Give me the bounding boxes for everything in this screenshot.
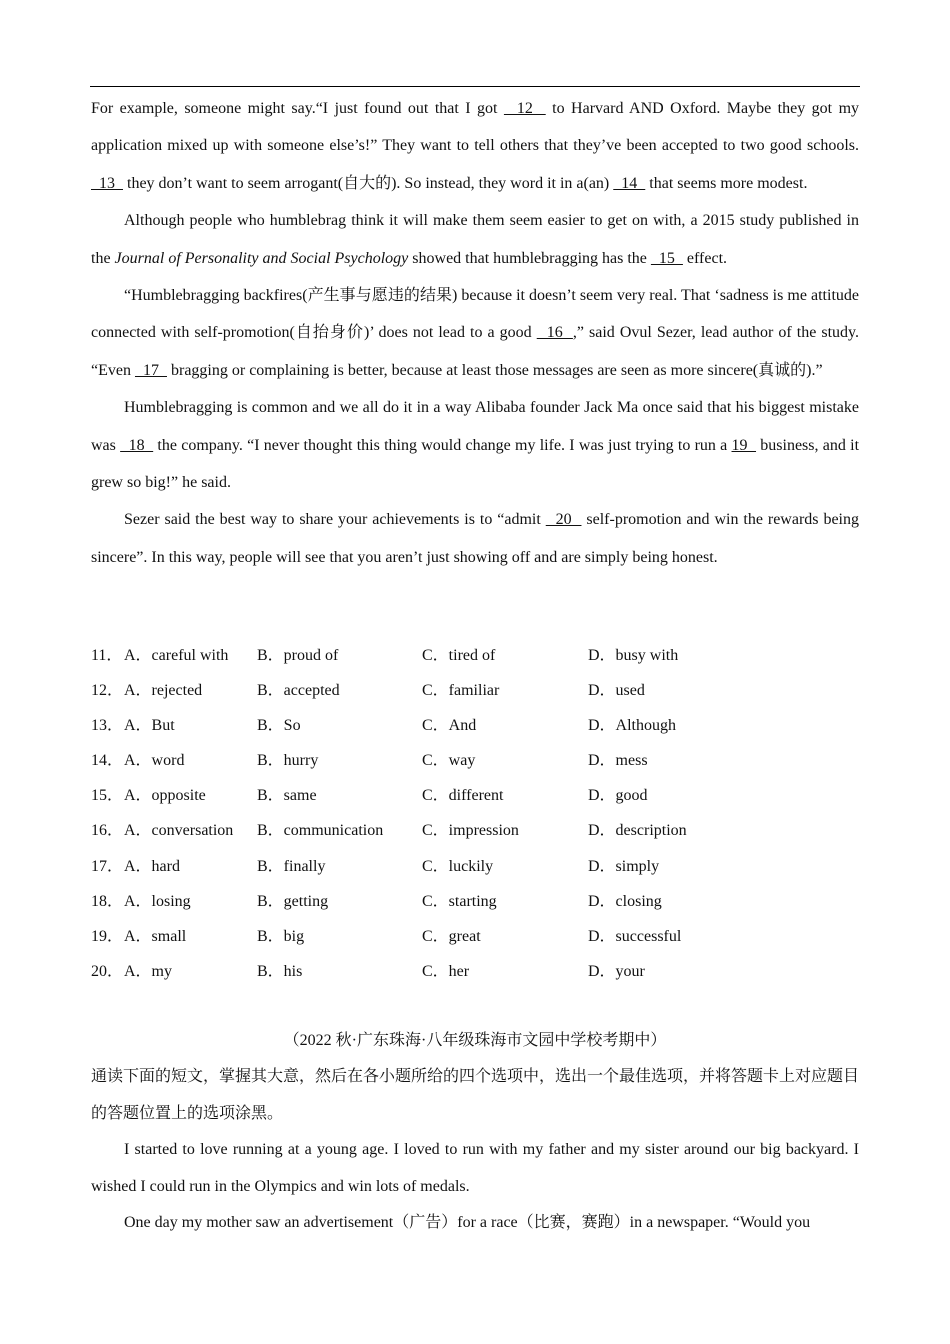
option-d: D．description — [588, 822, 687, 840]
passage-paragraph-2: Although people who humblebrag think it will make them seem easier to get on with, a 2015 study published in the Journal of Personality and Social Psychology showed that humblebragging has the 15 effect. — [91, 212, 859, 267]
option-b: B．proud of — [257, 647, 339, 664]
option-a: A．hard — [124, 857, 180, 875]
option-c: C．her — [422, 962, 470, 980]
option-d: D．your — [588, 962, 645, 980]
option-c: C．way — [422, 752, 476, 770]
option-d: D．mess — [588, 752, 648, 770]
option-c: C．impression — [422, 822, 519, 840]
section-two — [91, 1059, 859, 1242]
passage-text — [91, 90, 859, 576]
option-a: A．rejected — [124, 682, 203, 700]
question-options — [91, 638, 859, 989]
option-a: A．losing — [124, 892, 191, 910]
option-a: A．But — [124, 717, 175, 735]
option-a: A．small — [124, 927, 187, 945]
blank-17: 17 — [134, 361, 167, 379]
option-b: B．same — [257, 787, 317, 805]
passage-paragraph-3: “Humblebragging backfires(产生事与愿违的结果) because it doesn’t seem very real. That ‘sadness is me attitude connected with self-promotion(自抬身价)’ does not lead to a good 16 ,” said Ovul Sezer, lead author of the study. “Even 17 bragging or complaining is better, because at least those messages are seen as more sincere(真诚的).” — [91, 287, 860, 379]
question-row: 12． A．rejected B．accepted C．familiar D．used — [91, 673, 859, 708]
option-b: B．finally — [257, 857, 326, 875]
blank-12: 12 — [503, 100, 546, 117]
option-c: C．different — [422, 787, 504, 805]
section-instruction: 通读下面的短文，掌握其大意，然后在各小题所给的四个选项中，选出一个最佳选项，并将答题卡上对应题目的答题位置上的选项涂黑。 — [91, 1068, 860, 1122]
blank-18: 18 — [120, 436, 154, 454]
journal-title: Journal of Personality and Social Psychology — [114, 249, 409, 267]
option-d: D．closing — [588, 892, 662, 910]
question-row: 13． A．But B．So C．And D．Although — [91, 708, 859, 743]
passage-paragraph-1: For example, someone might say.“I just found out that I got 12 to Harvard AND Oxford. Maybe they got my application mixed up with someone else’s!” They want to tell others that they’ve been accepted to two good schools. 13 they don’t want to seem arrogant(自大的). So instead, they word it in a(an) 14 that seems more modest. — [91, 100, 860, 192]
option-b: B．So — [257, 717, 301, 735]
option-a: A．conversation — [124, 822, 234, 840]
option-a: A．careful with — [124, 647, 229, 664]
question-row: 11． A．careful with B．proud of C．tired of D．busy with — [91, 638, 859, 673]
option-d: D．Although — [588, 717, 677, 735]
option-b: B．hurry — [257, 752, 319, 770]
section-paragraph-1: I started to love running at a young age. I loved to run with my father and my sister around our big backyard. I wished I could run in the Olympics and win lots of medals. — [91, 1141, 859, 1195]
option-b: B．communication — [257, 822, 384, 840]
question-row: 19． A．small B．big C．great D．successful — [91, 919, 859, 954]
option-c: C．great — [422, 927, 481, 945]
blank-15: 15 — [650, 249, 683, 267]
option-a: A．my — [124, 962, 173, 980]
option-d: D．good — [588, 787, 648, 805]
question-row: 18． A．losing B．getting C．starting D．closing — [91, 884, 859, 919]
option-b: B．big — [257, 927, 305, 945]
blank-20: 20 — [545, 511, 582, 529]
section-source: （2022 秋·广东珠海·八年级珠海市文园中学校考期中） — [283, 1032, 667, 1049]
option-d: D．successful — [588, 927, 682, 945]
question-row: 14． A．word B．hurry C．way D．mess — [91, 743, 859, 778]
option-c: C．familiar — [422, 682, 500, 700]
question-row: 17． A．hard B．finally C．luckily D．simply — [91, 849, 859, 884]
blank-16: 16 — [536, 324, 573, 342]
question-row: 15． A．opposite B．same C．different D．good — [91, 778, 859, 813]
header-rule — [90, 86, 860, 87]
option-a: A．opposite — [124, 787, 206, 805]
question-row: 16． A．conversation B．communication C．impression D．description — [91, 813, 859, 848]
passage-paragraph-4: Humblebragging is common and we all do it in a way Alibaba founder Jack Ma once said that his biggest mistake was 18 the company. “I never thought this thing would change my life. I was just trying to run a 19 business, and it grew so big!” he said. — [91, 399, 860, 492]
blank-13: 13 — [91, 174, 123, 192]
option-d: D．used — [588, 682, 645, 700]
blank-19: 19 — [731, 436, 757, 454]
option-b: B．his — [257, 962, 303, 980]
option-d: D．busy with — [588, 647, 679, 664]
option-c: C．luckily — [422, 857, 494, 875]
option-c: C．tired of — [422, 647, 496, 664]
option-b: B．getting — [257, 892, 329, 910]
option-c: C．And — [422, 717, 477, 735]
option-d: D．simply — [588, 857, 660, 875]
blank-14: 14 — [613, 174, 646, 192]
option-b: B．accepted — [257, 682, 340, 700]
question-row: 20． A．my B．his C．her D．your — [91, 954, 859, 989]
section-paragraph-2: One day my mother saw an advertisement（广告）for a race（比赛，赛跑）in a newspaper. “Would you — [124, 1214, 811, 1231]
passage-paragraph-5: Sezer said the best way to share your achievements is to “admit 20 self-promotion and win the rewards being sincere”. In this way, people will see that you aren’t just showing off and are simply being honest. — [91, 511, 859, 566]
option-a: A．word — [124, 752, 185, 770]
option-c: C．starting — [422, 892, 497, 910]
